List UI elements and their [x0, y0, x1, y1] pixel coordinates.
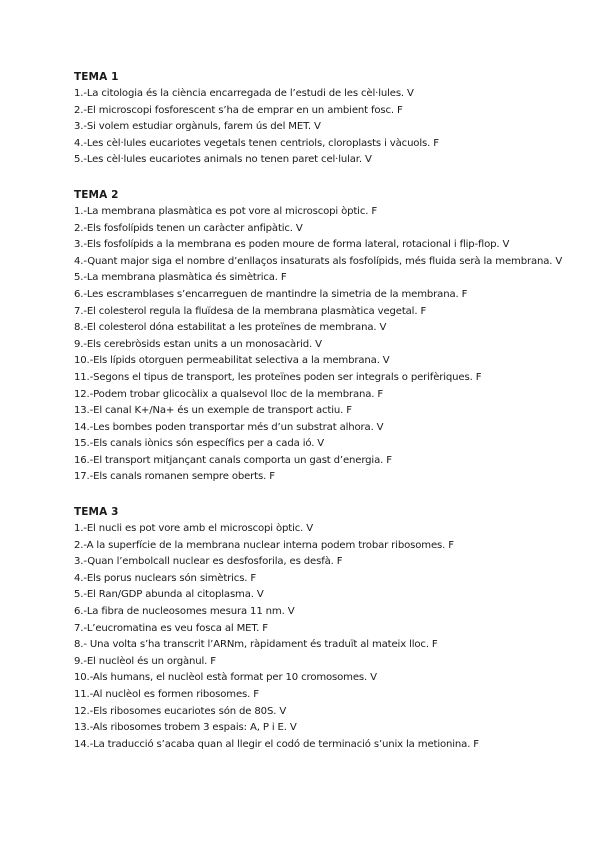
- statement-list: [74, 521, 574, 753]
- statement-item: 13.-El canal K+/Na+ és un exemple de transport actiu. F: [74, 405, 352, 417]
- section-tema-2: [74, 188, 574, 486]
- statement-item: 7.-El colesterol regula la fluïdesa de la membrana plasmàtica vegetal. F: [74, 305, 427, 317]
- statement-list: [74, 86, 574, 169]
- statement-item: 17.-Els canals romanen sempre oberts. F: [74, 471, 275, 483]
- statement-item: 3.-Si volem estudiar orgànuls, farem ús del MET. V: [74, 121, 321, 133]
- statement-item: 6.-Les escramblases s’encarreguen de mantindre la simetria de la membrana. F: [74, 288, 468, 300]
- statement-item: 5.-Les cèl·lules eucariotes animals no tenen paret cel·lular. V: [74, 154, 372, 166]
- statement-item: 1.-La membrana plasmàtica es pot vore al microscopi òptic. F: [74, 205, 378, 217]
- statement-list: [74, 204, 574, 486]
- statement-item: 1.-El nucli es pot vore amb el microscopi òptic. V: [74, 523, 314, 535]
- statement-item: 4.-Els porus nuclears són simètrics. F: [74, 572, 257, 584]
- statement-item: 12.-Els ribosomes eucariotes són de 80S. V: [74, 705, 287, 717]
- section-tema-1: [74, 70, 574, 169]
- statement-item: 13.-Als ribosomes trobem 3 espais: A, P i E. V: [74, 722, 297, 734]
- section-title: TEMA 3: [74, 506, 119, 519]
- statement-item: 10.-Els lípids otorguen permeabilitat selectiva a la membrana. V: [74, 355, 390, 367]
- statement-item: 2.-A la superfície de la membrana nuclear interna podem trobar ribosomes. F: [74, 539, 454, 551]
- statement-item: 1.-La citologia és la ciència encarregada de l’estudi de les cèl·lules. V: [74, 88, 414, 99]
- statement-item: 14.-La traducció s’acaba quan al llegir el codó de terminació s’unix la metionina. F: [74, 738, 479, 750]
- statement-item: 7.-L’eucromatina es veu fosca al MET. F: [74, 622, 268, 634]
- statement-item: 3.-Els fosfolípids a la membrana es poden moure de forma lateral, rotacional i flip-flop. V: [74, 239, 510, 251]
- statement-item: 3.-Quan l’embolcall nuclear es desfosforila, es desfà. F: [74, 556, 343, 568]
- statement-item: 14.-Les bombes poden transportar més d’un substrat alhora. V: [74, 421, 384, 433]
- statement-item: 10.-Als humans, el nuclèol està format per 10 cromosomes. V: [74, 672, 377, 684]
- statement-item: 11.-Al nuclèol es formen ribosomes. F: [74, 689, 259, 700]
- statement-item: 5.-La membrana plasmàtica és simètrica. F: [74, 272, 287, 284]
- statement-item: 4.-Les cèl·lules eucariotes vegetals tenen centriols, cloroplasts i vàcuols. F: [74, 137, 439, 149]
- statement-item: 12.-Podem trobar glicocàlix a qualsevol lloc de la membrana. F: [74, 388, 384, 400]
- section-title: TEMA 2: [74, 188, 119, 201]
- section-title: TEMA 1: [74, 71, 119, 83]
- section-tema-3: [74, 505, 574, 753]
- sections-container: [74, 70, 574, 753]
- statement-item: 6.-La fibra de nucleosomes mesura 11 nm. V: [74, 606, 295, 618]
- statement-item: 11.-Segons el tipus de transport, les proteïnes poden ser integrals o perifèriques. F: [74, 371, 482, 383]
- statement-item: 2.-El microscopi fosforescent s’ha de emprar en un ambient fosc. F: [74, 104, 403, 116]
- document-page: [74, 70, 574, 772]
- statement-item: 8.-El colesterol dóna estabilitat a les proteïnes de membrana. V: [74, 322, 387, 334]
- statement-item: 16.-El transport mitjançant canals comporta un gast d’energia. F: [74, 454, 392, 466]
- statement-item: 2.-Els fosfolípids tenen un caràcter anfipàtic. V: [74, 222, 303, 234]
- statement-item: 15.-Els canals iònics són específics per a cada ió. V: [74, 438, 325, 450]
- statement-item: 4.-Quant major siga el nombre d’enllaços insaturats als fosfolípids, més fluida serà la membrana. V: [74, 255, 563, 267]
- statement-item: 9.-El nuclèol és un orgànul. F: [74, 655, 216, 667]
- statement-item: 8.- Una volta s’ha transcrit l’ARNm, ràpidament és traduït al mateix lloc. F: [74, 639, 438, 651]
- statement-item: 5.-El Ran/GDP abunda al citoplasma. V: [74, 589, 264, 601]
- statement-item: 9.-Els cerebròsids estan units a un monosacàrid. V: [74, 338, 322, 350]
